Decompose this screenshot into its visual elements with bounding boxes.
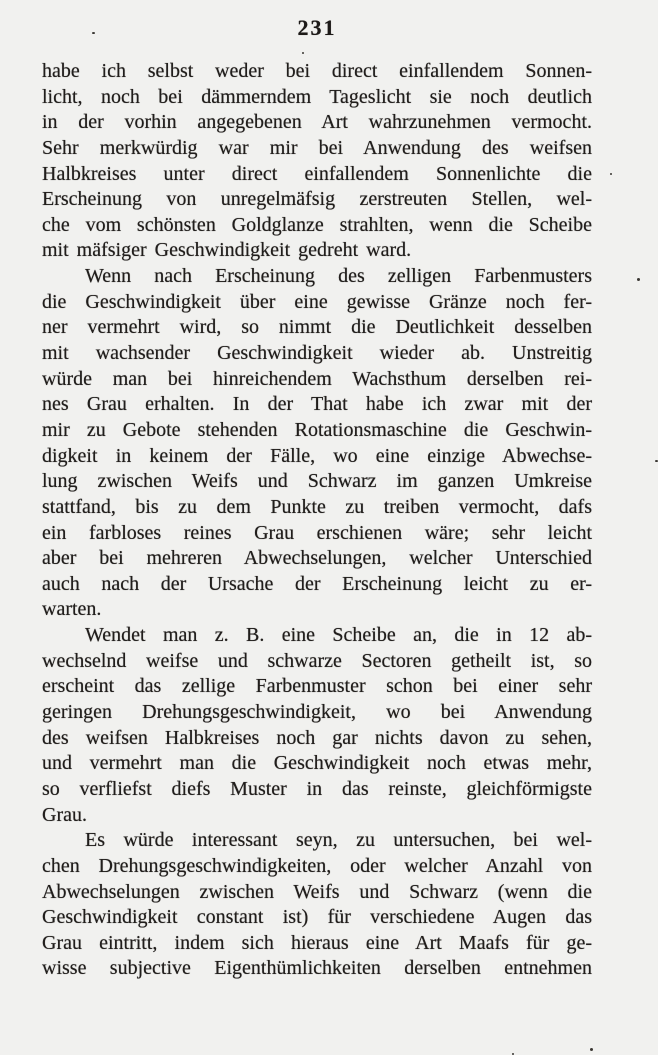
text-line: Abwechselungen zwischen Weifs und Schwarz (wenn die	[42, 880, 592, 903]
paragraph	[42, 828, 592, 982]
scan-speck	[610, 173, 612, 175]
text-line: stattfand, bis zu dem Punkte zu treiben vermocht, dafs	[42, 495, 592, 518]
text-line: des weifsen Halbkreises noch gar nichts davon zu sehen,	[42, 726, 592, 749]
text-line: geringen Drehungsgeschwindigkeit, wo bei Anwendung	[42, 701, 592, 724]
text-line: mir zu Gebote stehenden Rotationsmaschine die Geschwin-	[42, 418, 592, 441]
text-line: warten.	[42, 598, 102, 621]
text-line: Es würde interessant seyn, zu untersuchen, bei wel-	[85, 829, 592, 852]
text-line: digkeit in keinem der Fälle, wo eine einzige Abwechse-	[42, 444, 592, 467]
scan-speck	[302, 52, 304, 54]
text-line: wisse subjective Eigenthümlichkeiten derselben entnehmen	[42, 957, 592, 980]
text-line: auch nach der Ursache der Erscheinung leicht zu er-	[42, 572, 592, 595]
text-line: ein farbloses reines Grau erschienen wäre; sehr leicht	[42, 521, 592, 544]
page-number: 231	[297, 15, 337, 40]
text-line: wechselnd weifse und schwarze Sectoren getheilt ist, so	[42, 649, 592, 672]
text-line: Geschwindigkeit constant ist) für verschiedene Augen das	[42, 906, 592, 929]
text-line: würde man bei hinreichendem Wachsthum derselben rei-	[42, 367, 592, 390]
text-line: licht, noch bei dämmerndem Tageslicht sie noch deutlich	[42, 85, 592, 108]
text-block	[42, 59, 592, 982]
scan-speck	[92, 32, 95, 34]
text-line: so verfliefst diefs Muster in das reinste, gleichförmigste	[42, 777, 592, 800]
text-line: Halbkreises unter direct einfallendem Sonnenlichte die	[42, 162, 592, 185]
text-line: in der vorhin angegebenen Art wahrzunehmen vermocht.	[42, 111, 592, 134]
text-line: Sehr merkwürdig war mir bei Anwendung des weifsen	[42, 136, 592, 159]
text-line: Wenn nach Erscheinung des zelligen Farbenmusters	[85, 265, 592, 288]
text-line: nes Grau erhalten. In der That habe ich zwar mit der	[42, 393, 592, 416]
text-line: che vom schönsten Goldglanze strahlten, wenn die Scheibe	[42, 213, 592, 236]
text-line: lung zwischen Weifs und Schwarz im ganzen Umkreise	[42, 470, 592, 493]
scan-speck	[637, 278, 640, 281]
text-line: mit wachsender Geschwindigkeit wieder ab. Unstreitig	[42, 342, 592, 365]
text-line: aber bei mehreren Abwechselungen, welcher Unterschied	[42, 547, 592, 570]
text-line: Grau eintritt, indem sich hieraus eine Art Maafs für ge-	[42, 931, 592, 954]
text-line: Wendet man z. B. eine Scheibe an, die in 12 ab-	[85, 624, 592, 647]
paragraph	[42, 59, 592, 264]
text-line: Erscheinung von unregelmäfsig zerstreuten Stellen, wel-	[42, 188, 592, 211]
text-line: chen Drehungsgeschwindigkeiten, oder welcher Anzahl von	[42, 854, 592, 877]
text-line: mit mäfsiger Geschwindigkeit gedreht ward.	[42, 239, 412, 262]
paragraph	[42, 623, 592, 828]
text-line: ner vermehrt wird, so nimmt die Deutlichkeit desselben	[42, 316, 592, 339]
text-line: erscheint das zellige Farbenmuster schon bei einer sehr	[42, 675, 592, 698]
scan-speck	[590, 1048, 593, 1051]
text-line: und vermehrt man die Geschwindigkeit noch etwas mehr,	[42, 752, 592, 775]
text-line: die Geschwindigkeit über eine gewisse Gränze noch fer-	[42, 290, 592, 313]
paragraph	[42, 264, 592, 623]
text-line: Grau.	[42, 803, 87, 826]
text-line: habe ich selbst weder bei direct einfallendem Sonnen-	[42, 60, 592, 82]
